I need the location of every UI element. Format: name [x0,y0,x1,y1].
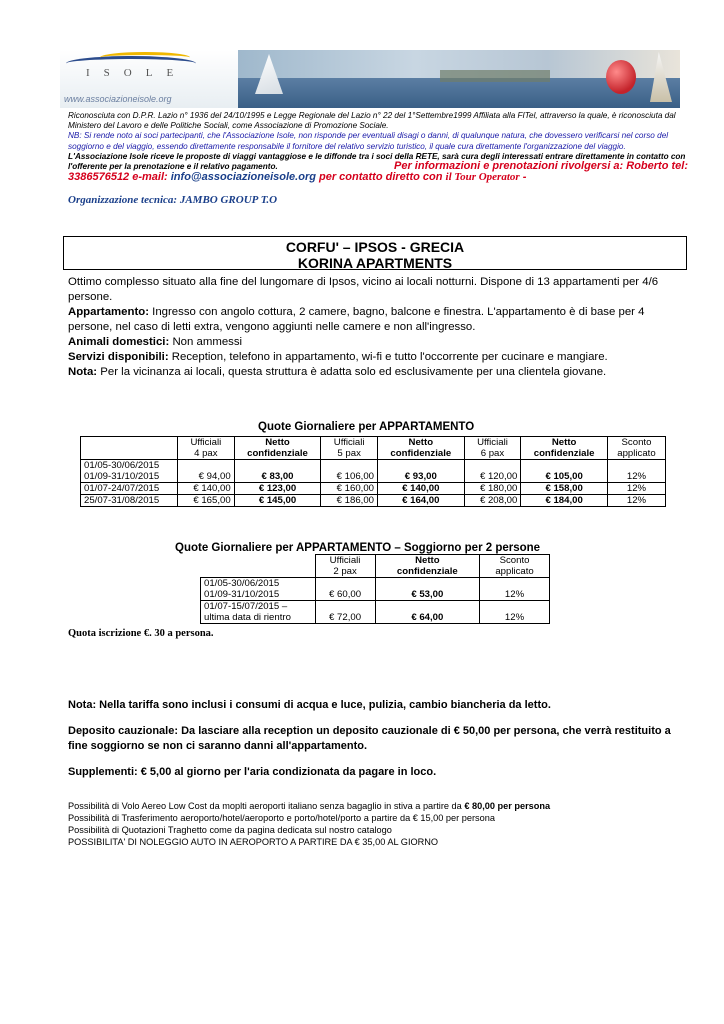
price-cell: € 94,00 [178,460,235,483]
discount-cell: 12% [480,578,550,601]
extra-car-rental: POSSIBILITA' DI NOLEGGIO AUTO IN AEROPORTO A PARTIRE DA € 35,00 AL GIORNO [68,837,439,847]
apartment-text: Ingresso con angolo cottura, 2 camere, bagno, balcone e finestra. L'appartamento è di base per 4 persone, nel caso di letti extra, vengono aggiunti nelle camere e non all'ingresso. [68,306,645,333]
price-cell: € 105,00 [521,460,608,483]
pets-label: Animali domestici: [68,336,170,348]
price-cell: € 145,00 [234,495,321,507]
price-cell: € 165,00 [178,495,235,507]
price-cell: € 158,00 [521,483,608,495]
table2-header-row [201,555,550,578]
price-table-2-pax [200,554,550,624]
price-cell: € 106,00 [321,460,378,483]
price-cell: € 120,00 [464,460,521,483]
price-cell: € 60,00 [315,578,375,601]
table2-title: Quote Giornaliere per APPARTAMENTO – Soggiorno per 2 persone [175,542,541,554]
legal-recognition: Riconosciuta con D.P.R. Lazio n° 1936 del 24/10/1995 e Legge Regionale del Lazio n° 22 del 1°Settembre1999 Affiliata alla FITel, attraverso la quale, è riconosciuta dal Ministero del Lavoro e delle Politiche Sociali, come Associazione di Promozione Sociale. [68,111,676,131]
price-cell: € 72,00 [315,601,375,624]
title-location: CORFU' – IPSOS - GRECIA [285,239,465,255]
balloon-icon [606,60,636,94]
contact-email[interactable]: info@associazioneisole.org [170,171,316,183]
price-cell: € 164,00 [378,495,465,507]
note-text: Per la vicinanza ai locali, questa struttura è adatta solo ed esclusivamente per una clientela giovane. [97,366,607,378]
table2-header: Sconto applicato [480,555,550,578]
table-corner [201,555,316,578]
price-cell: € 208,00 [464,495,521,507]
title-hotel: KORINA APARTMENTS [297,255,453,271]
extras-list [68,800,550,848]
table2-header: Netto confidenziale [375,555,479,578]
apartment-label: Appartamento: [68,306,150,318]
services-label: Servizi disponibili: [68,351,169,363]
period-cell: 01/05-30/06/2015 01/09-31/10/2015 [201,578,316,601]
price-cell: € 180,00 [464,483,521,495]
table-row [81,483,666,495]
extra-flight: Possibilità di Volo Aereo Low Cost da moplti aeroporti italiano senza bagaglio in stiva a partire da € 80,00 per persona [68,801,551,811]
description-note [68,365,683,380]
table1-title: Quote Giornaliere per APPARTAMENTO [258,421,475,433]
table1-header: Ufficiali 5 pax [321,437,378,460]
banner-coast [440,70,550,82]
legal-network: L'Associazione Isole riceve le proposte di viaggi vantaggiose e le diffonde tra i soci della RETE, sarà cura degli interessati entrare direttamente in contatto con l'offerente per la prenotazione e il relativo pagamento. [68,151,686,172]
price-cell: € 53,00 [375,578,479,601]
extra-ferry: Possibilità di Quotazioni Traghetto come da pagina dedicata sul nostro catalogo [68,825,392,835]
discount-cell: 12% [607,460,665,483]
price-cell: € 123,00 [234,483,321,495]
price-cell: € 140,00 [178,483,235,495]
table1-header: Netto confidenziale [521,437,608,460]
tour-operator: il Tour Operator [445,171,520,183]
flight-price: € 80,00 per persona [464,801,551,811]
contact-direct: per contatto diretto con [315,171,446,183]
period-cell: 01/05-30/06/2015 01/09-31/10/2015 [81,460,178,483]
table1-header: Sconto applicato [607,437,665,460]
description-intro: Ottimo complesso situato alla fine del lungomare di Ipsos, vicino ai locali notturni. Dispone di 13 appartamenti per 4/6 persone. [68,276,659,303]
discount-cell: 12% [607,495,665,507]
logo-text: ISOLE [86,67,188,79]
table1-header: Netto confidenziale [234,437,321,460]
price-cell: € 83,00 [234,460,321,483]
description-services [68,350,683,365]
extra-transfer: Possibilità di Trasferimento aeroporto/hotel/aeroporto e porto/hotel/porto a partire da € 15,00 per persona [68,813,495,823]
price-cell: € 186,00 [321,495,378,507]
table-row [201,578,550,601]
tariff-note: Nota: Nella tariffa sono inclusi i consumi di acqua e luce, pulizia, cambio biancheria da letto. [68,699,551,711]
table-corner [81,437,178,460]
table-row [81,460,666,483]
period-cell: 25/07-31/08/2015 [81,495,178,507]
table2-header: Ufficiali 2 pax [315,555,375,578]
page-title [63,236,687,270]
discount-cell: 12% [480,601,550,624]
discount-cell: 12% [607,483,665,495]
pets-text: Non ammessi [169,336,243,348]
price-cell: € 64,00 [375,601,479,624]
table1-header: Netto confidenziale [378,437,465,460]
contact-text: Per informazioni e prenotazioni rivolgersi a: Roberto tel: [394,160,688,172]
price-cell: € 184,00 [521,495,608,507]
deposit-note: Deposito cauzionale: Da lasciare alla reception un deposito cauzionale di € 50,00 per persona, che verrà restituito a fine soggiorno se non ci saranno danni all'appartamento. [68,725,671,752]
table1-header-row [81,437,666,460]
supplement-note: Supplementi: € 5,00 al giorno per l'aria condizionata da pagare in loco. [68,766,437,778]
period-cell: 01/07-24/07/2015 [81,483,178,495]
contact-dash: - [519,171,527,183]
price-table-4-6-pax [80,436,666,507]
table-row [81,495,666,507]
logo-sun-icon [100,52,190,63]
price-cell: € 160,00 [321,483,378,495]
contact-phone: 3386576512 e-mail: [68,171,171,183]
table1-header: Ufficiali 6 pax [464,437,521,460]
contact-line-2 [68,171,688,183]
description-apartment [68,305,683,335]
price-cell: € 93,00 [378,460,465,483]
legal-disclaimer: NB: Si rende noto ai soci partecipanti, che l'Associazione Isole, non risponde per eventuali disagi o danni, di qualunque natura, che dovessero verificarsi nel corso del soggiorno e del viaggio, essendo direttamente responsabile il fornitore del relativo servizio turistico, il quale cura direttamente l'organizzazione del viaggio. [68,131,669,151]
table-row [201,601,550,624]
period-cell: 01/07-15/07/2015 – ultima data di rientro [201,601,316,624]
registration-fee: Quota iscrizione €. 30 a persona. [68,628,214,639]
description [68,275,683,380]
table1-header: Ufficiali 4 pax [178,437,235,460]
website-url[interactable]: www.associazioneisole.org [64,94,172,104]
note-label: Nota: [68,366,98,378]
services-text: Reception, telefono in appartamento, wi-fi e tutto l'occorrente per cucinare e mangiare. [168,351,608,363]
technical-organization: Organizzazione tecnica: JAMBO GROUP T.O [68,194,278,206]
price-cell: € 140,00 [378,483,465,495]
description-pets [68,335,683,350]
